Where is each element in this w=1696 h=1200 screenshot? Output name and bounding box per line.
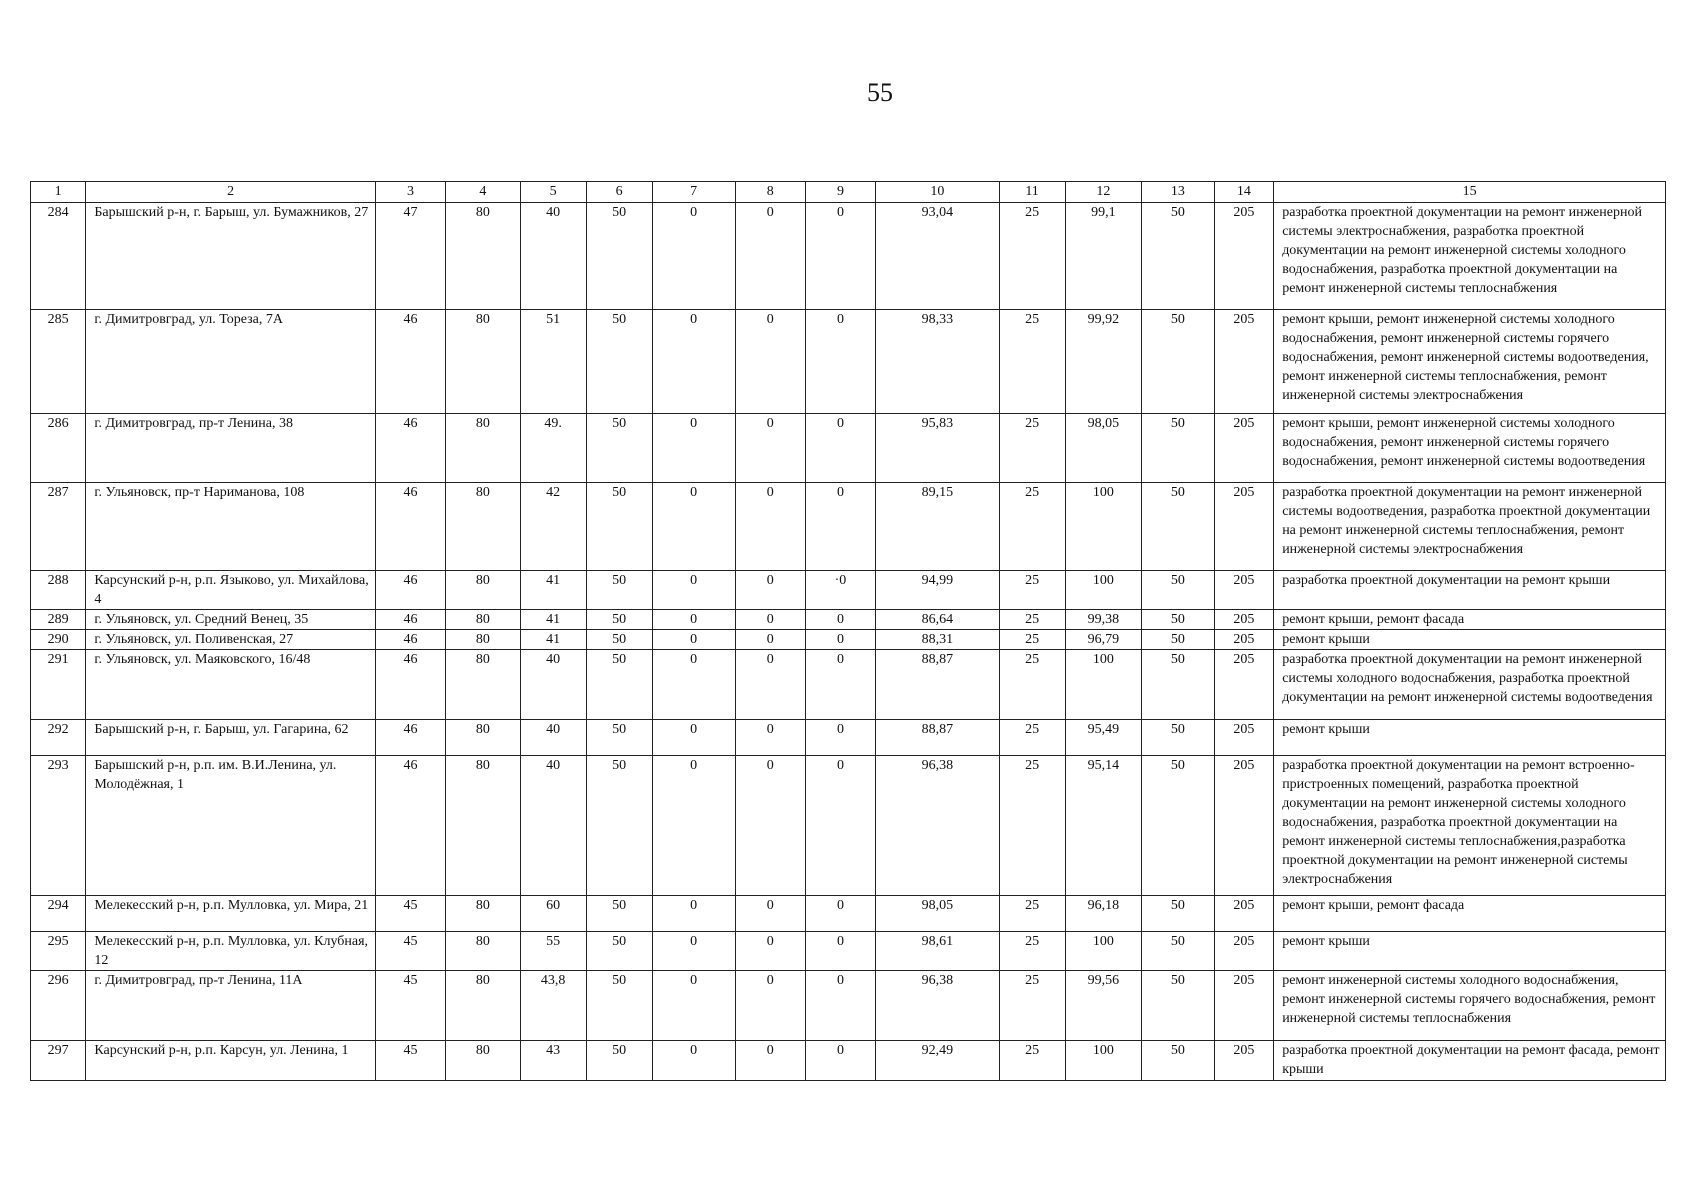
table-cell: 0 [805,630,875,650]
work-description-cell: разработка проектной документации на ремонт фасада, ремонт крыши [1274,1041,1666,1081]
page-number: 55 [867,78,893,107]
row-number-cell: 292 [31,720,86,756]
address-cell: Барышский р-н, р.п. им. В.И.Ленина, ул. Молодёжная, 1 [86,756,376,896]
table-cell: 46 [375,650,445,720]
table-cell: 205 [1214,1041,1274,1081]
table-cell: 96,38 [876,971,999,1041]
table-cell: 0 [805,310,875,414]
table-cell: 205 [1214,756,1274,896]
row-number-cell: 290 [31,630,86,650]
table-row [31,932,1666,971]
table-cell: 50 [586,203,652,310]
table-cell: 95,14 [1065,756,1142,896]
work-description-cell: разработка проектной документации на ремонт крыши [1274,571,1666,610]
table-cell: 96,38 [876,756,999,896]
table-row [31,414,1666,483]
table-cell: 50 [1142,1041,1214,1081]
table-cell: 93,04 [876,203,999,310]
address-cell: г. Димитровград, пр-т Ленина, 11А [86,971,376,1041]
table-cell: 205 [1214,896,1274,932]
table-cell: 50 [1142,610,1214,630]
table-cell: 205 [1214,571,1274,610]
table-cell: 80 [446,610,521,630]
table-cell: 89,15 [876,483,999,571]
column-header: 8 [735,182,805,203]
table-cell: 50 [586,571,652,610]
table-cell: 80 [446,1041,521,1081]
table-cell: 50 [1142,630,1214,650]
table-cell: 41 [520,630,586,650]
column-header: 11 [999,182,1065,203]
table-cell: 95,83 [876,414,999,483]
table-cell: 98,61 [876,932,999,971]
table-cell: 50 [1142,720,1214,756]
table-cell: 100 [1065,1041,1142,1081]
address-cell: г. Ульяновск, ул. Средний Венец, 35 [86,610,376,630]
table-cell: 88,87 [876,720,999,756]
table-cell: 0 [652,756,735,896]
address-cell: Барышский р-н, г. Барыш, ул. Гагарина, 62 [86,720,376,756]
table-cell: 92,49 [876,1041,999,1081]
table-cell: 45 [375,932,445,971]
table-cell: 25 [999,1041,1065,1081]
table-row [31,971,1666,1041]
table-cell: 205 [1214,650,1274,720]
table-cell: 0 [805,414,875,483]
table-cell: 50 [1142,571,1214,610]
work-description-cell: ремонт крыши, ремонт инженерной системы холодного водоснабжения, ремонт инженерной системы горячего водоснабжения, ремонт инженерной системы водоотведения, ремонт инженерной системы теплоснабжения, ремонт инженерной системы электроснабжения [1274,310,1666,414]
column-header: 1 [31,182,86,203]
table-cell: 80 [446,310,521,414]
table-cell: 0 [735,932,805,971]
table-cell: 45 [375,971,445,1041]
table-cell: 80 [446,203,521,310]
table-cell: 40 [520,203,586,310]
table-cell: 50 [586,310,652,414]
table-cell: 0 [652,310,735,414]
table-row [31,650,1666,720]
table-cell: 25 [999,203,1065,310]
table-cell: 25 [999,971,1065,1041]
table-cell: 0 [805,896,875,932]
table-cell: 41 [520,610,586,630]
address-cell: Мелекесский р-н, р.п. Мулловка, ул. Мира, 21 [86,896,376,932]
table-cell: 50 [586,720,652,756]
table-cell: 43 [520,1041,586,1081]
address-cell: Мелекесский р-н, р.п. Мулловка, ул. Клубная, 12 [86,932,376,971]
table-cell: 0 [735,203,805,310]
column-header: 10 [876,182,999,203]
address-cell: Карсунский р-н, р.п. Карсун, ул. Ленина, 1 [86,1041,376,1081]
table-cell: 98,05 [1065,414,1142,483]
table-cell: 50 [586,756,652,896]
table-cell: 46 [375,630,445,650]
column-header: 14 [1214,182,1274,203]
table-cell: 50 [1142,203,1214,310]
table-cell: 0 [652,203,735,310]
row-number-cell: 288 [31,571,86,610]
table-cell: 0 [735,414,805,483]
table-cell: 50 [1142,650,1214,720]
column-header: 7 [652,182,735,203]
table-cell: 80 [446,571,521,610]
table-cell: 46 [375,610,445,630]
table-cell: 25 [999,571,1065,610]
table-cell: 43,8 [520,971,586,1041]
table-cell: 50 [1142,932,1214,971]
row-number-cell: 296 [31,971,86,1041]
table-cell: 46 [375,571,445,610]
table-row [31,610,1666,630]
table-cell: 80 [446,932,521,971]
row-number-cell: 289 [31,610,86,630]
table-cell: 0 [652,896,735,932]
work-description-cell: ремонт крыши, ремонт фасада [1274,896,1666,932]
work-description-cell: ремонт крыши, ремонт фасада [1274,610,1666,630]
row-number-cell: 291 [31,650,86,720]
table-cell: 100 [1065,483,1142,571]
column-header: 2 [86,182,376,203]
column-header: 3 [375,182,445,203]
table-cell: 80 [446,650,521,720]
table-cell: 0 [735,756,805,896]
table-cell: 0 [735,1041,805,1081]
table-cell: 80 [446,630,521,650]
table-cell: 0 [805,756,875,896]
table-cell: 0 [735,720,805,756]
table-cell: 51 [520,310,586,414]
table-cell: 25 [999,610,1065,630]
table-cell: 50 [586,650,652,720]
table-cell: 50 [586,1041,652,1081]
table-cell: 0 [805,203,875,310]
table-cell: 80 [446,971,521,1041]
table-cell: 0 [805,1041,875,1081]
table-cell: 100 [1065,571,1142,610]
table-row [31,756,1666,896]
table-cell: 45 [375,1041,445,1081]
table-cell: 0 [805,971,875,1041]
work-description-cell: ремонт крыши, ремонт инженерной системы холодного водоснабжения, ремонт инженерной системы горячего водоснабжения, ремонт инженерной системы водоотведения [1274,414,1666,483]
table-cell: 205 [1214,971,1274,1041]
address-cell: Барышский р-н, г. Барыш, ул. Бумажников, 27 [86,203,376,310]
table-cell: 46 [375,720,445,756]
table-cell: 0 [805,650,875,720]
work-description-cell: ремонт крыши [1274,720,1666,756]
table-cell: 98,33 [876,310,999,414]
table-cell: 50 [1142,483,1214,571]
table-cell: 80 [446,756,521,896]
table-cell: 0 [735,650,805,720]
table-cell: 88,87 [876,650,999,720]
table-row [31,630,1666,650]
table-cell: 0 [805,932,875,971]
table-cell: 0 [652,971,735,1041]
table-cell: 50 [586,483,652,571]
table-row [31,483,1666,571]
table-cell: 45 [375,896,445,932]
table-cell: 0 [652,414,735,483]
table-cell: 99,38 [1065,610,1142,630]
work-description-cell: разработка проектной документации на ремонт инженерной системы водоотведения, разработка проектной документации на ремонт инженерной системы теплоснабжения, ремонт инженерной системы электроснабжения [1274,483,1666,571]
column-header: 15 [1274,182,1666,203]
table-cell: 46 [375,483,445,571]
table-cell: 205 [1214,203,1274,310]
table-cell: 50 [1142,971,1214,1041]
table-cell: 42 [520,483,586,571]
table-cell: 25 [999,720,1065,756]
row-number-cell: 287 [31,483,86,571]
table-cell: 47 [375,203,445,310]
table-cell: 99,1 [1065,203,1142,310]
table-cell: 25 [999,483,1065,571]
work-description-cell: разработка проектной документации на ремонт инженерной системы электроснабжения, разработка проектной документации на ремонт инженерной системы холодного водоснабжения, разработка проектной документации на ремонт инженерной системы теплоснабжения [1274,203,1666,310]
row-number-cell: 293 [31,756,86,896]
table-cell: 50 [1142,310,1214,414]
table-cell: 98,05 [876,896,999,932]
row-number-cell: 285 [31,310,86,414]
table-cell: 205 [1214,483,1274,571]
row-number-cell: 294 [31,896,86,932]
table-row [31,571,1666,610]
table-cell: 41 [520,571,586,610]
table-cell: 50 [586,932,652,971]
table-cell: 25 [999,310,1065,414]
column-header: 12 [1065,182,1142,203]
table-cell: ·0 [805,571,875,610]
table-cell: 0 [652,932,735,971]
table-cell: 50 [586,630,652,650]
table-cell: 50 [1142,756,1214,896]
table-cell: 46 [375,310,445,414]
table-cell: 25 [999,896,1065,932]
address-cell: г. Ульяновск, пр-т Нариманова, 108 [86,483,376,571]
table-cell: 25 [999,630,1065,650]
table-cell: 94,99 [876,571,999,610]
table-cell: 80 [446,720,521,756]
table-cell: 49. [520,414,586,483]
table-cell: 0 [735,971,805,1041]
table-cell: 205 [1214,414,1274,483]
table-cell: 50 [586,971,652,1041]
address-cell: г. Ульяновск, ул. Маяковского, 16/48 [86,650,376,720]
table-cell: 0 [735,571,805,610]
table-cell: 205 [1214,720,1274,756]
work-description-cell: ремонт крыши [1274,630,1666,650]
table-cell: 100 [1065,932,1142,971]
table-cell: 80 [446,483,521,571]
table-cell: 0 [652,720,735,756]
table-cell: 50 [586,414,652,483]
table-cell: 205 [1214,932,1274,971]
table-cell: 205 [1214,310,1274,414]
table-cell: 0 [735,310,805,414]
row-number-cell: 286 [31,414,86,483]
work-description-cell: ремонт инженерной системы холодного водоснабжения, ремонт инженерной системы горячего водоснабжения, ремонт инженерной системы теплоснабжения [1274,971,1666,1041]
table-cell: 205 [1214,610,1274,630]
table-cell: 205 [1214,630,1274,650]
table-cell: 40 [520,756,586,896]
table-cell: 96,18 [1065,896,1142,932]
table-cell: 88,31 [876,630,999,650]
address-cell: Карсунский р-н, р.п. Языково, ул. Михайлова, 4 [86,571,376,610]
table-cell: 25 [999,414,1065,483]
table-cell: 46 [375,756,445,896]
table-row [31,720,1666,756]
table-cell: 50 [586,610,652,630]
table-cell: 40 [520,650,586,720]
table-cell: 0 [735,483,805,571]
table-cell: 0 [652,571,735,610]
table-cell: 25 [999,650,1065,720]
row-number-cell: 284 [31,203,86,310]
column-header: 13 [1142,182,1214,203]
table-cell: 0 [735,630,805,650]
table-cell: 46 [375,414,445,483]
table-cell: 100 [1065,650,1142,720]
table-cell: 99,92 [1065,310,1142,414]
address-cell: г. Димитровград, пр-т Ленина, 38 [86,414,376,483]
table-cell: 50 [1142,414,1214,483]
table-cell: 25 [999,932,1065,971]
work-description-cell: разработка проектной документации на ремонт встроенно-пристроенных помещений, разработка проектной документации на ремонт инженерной системы холодного водоснабжения, разработка проектной документации на ремонт инженерной системы теплоснабжения,разработка проектной документации на ремонт инженерной системы электроснабжения [1274,756,1666,896]
table-cell: 80 [446,896,521,932]
table-cell: 0 [735,896,805,932]
table-cell: 25 [999,756,1065,896]
table-cell: 50 [1142,896,1214,932]
table-cell: 86,64 [876,610,999,630]
row-number-cell: 295 [31,932,86,971]
table-cell: 0 [652,1041,735,1081]
table-cell: 95,49 [1065,720,1142,756]
address-cell: г. Ульяновск, ул. Поливенская, 27 [86,630,376,650]
table-cell: 40 [520,720,586,756]
column-header: 9 [805,182,875,203]
table-row [31,896,1666,932]
table-cell: 0 [805,483,875,571]
table-cell: 0 [805,610,875,630]
table-cell: 0 [735,610,805,630]
table-header-row [31,182,1666,203]
table-cell: 0 [652,483,735,571]
data-table [30,181,1666,1081]
table-cell: 55 [520,932,586,971]
table-cell: 96,79 [1065,630,1142,650]
work-description-cell: разработка проектной документации на ремонт инженерной системы холодного водоснабжения, разработка проектной документации на ремонт инженерной системы водоотведения [1274,650,1666,720]
table-cell: 0 [805,720,875,756]
table-row [31,1041,1666,1081]
table-cell: 0 [652,650,735,720]
table-cell: 80 [446,414,521,483]
table-cell: 99,56 [1065,971,1142,1041]
table-cell: 50 [586,896,652,932]
table-cell: 60 [520,896,586,932]
work-description-cell: ремонт крыши [1274,932,1666,971]
column-header: 6 [586,182,652,203]
table-cell: 0 [652,630,735,650]
table-cell: 0 [652,610,735,630]
table-row [31,310,1666,414]
row-number-cell: 297 [31,1041,86,1081]
table-row [31,203,1666,310]
column-header: 5 [520,182,586,203]
address-cell: г. Димитровград, ул. Тореза, 7А [86,310,376,414]
column-header: 4 [446,182,521,203]
